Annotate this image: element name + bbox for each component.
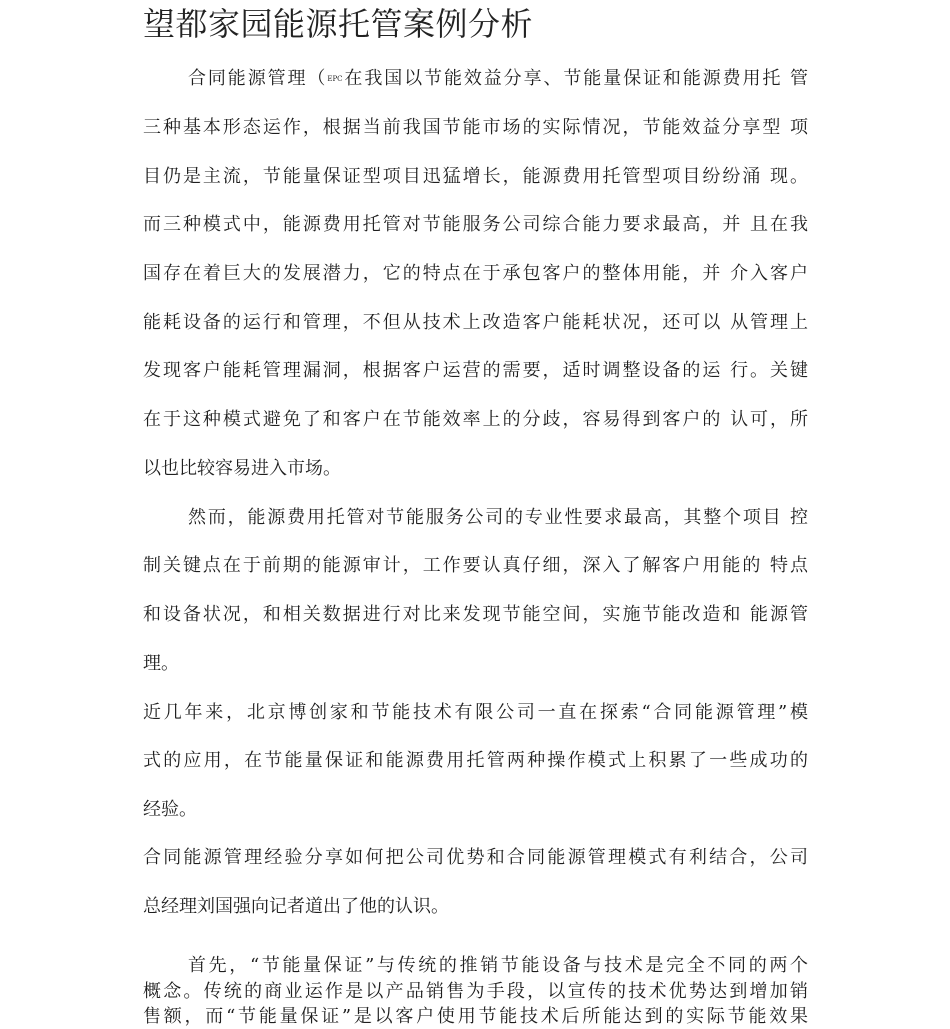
epc-abbreviation: EPC [327,75,343,83]
paragraph-line: 而三种模式中，能源费用托管对节能服务公司综合能力要求最高，并 且在我 [143,214,808,235]
paragraph-line: 三种基本形态运作，根据当前我国节能市场的实际情况，节能效益分享型 项 [143,117,808,138]
paragraph-line: 概念。传统的商业运作是以产品销售为手段，以宣传的技术优势达到增加销 [143,981,808,1002]
paragraph-line: 发现客户能耗管理漏洞，根据客户运营的需要，适时调整设备的运 行。关键 [143,360,808,381]
line-text: 合同能源管理（ [188,68,328,89]
line-text: 在我国以节能效益分享、节能量保证和能源费用托 管 [342,68,808,89]
paragraph-line: 首先，“节能量保证”与传统的推销节能设备与技术是完全不同的两个 [188,955,808,976]
paragraph-line: 合同能源管理经验分享如何把公司优势和合同能源管理模式有利结合，公司 [143,847,808,868]
paragraph-line: 制关键点在于前期的能源审计，工作要认真仔细，深入了解客户用能的 特点 [143,555,808,576]
paragraph-line: 国存在着巨大的发展潜力，它的特点在于承包客户的整体用能，并 介入客户 [143,263,808,284]
document-title: 望都家园能源托管案例分析 [143,5,534,43]
paragraph-line: 近几年来，北京博创家和节能技术有限公司一直在探索“合同能源管理”模 [143,702,808,723]
paragraph-line: 目仍是主流，节能量保证型项目迅猛增长，能源费用托管型项目纷纷涌 现。 [143,166,808,187]
paragraph-line: 以也比较容易进入市场。 [143,458,341,479]
paragraph-line: 在于这种模式避免了和客户在节能效率上的分歧，容易得到客户的 认可，所 [143,409,808,430]
paragraph-line: 售额，而“节能量保证”是以客户使用节能技术后所能达到的实际节能效果 [143,1006,808,1027]
paragraph-line: 理。 [143,653,179,674]
paragraph-line: 然而，能源费用托管对节能服务公司的专业性要求最高，其整个项目 控 [188,507,808,528]
paragraph-line [188,68,808,90]
paragraph-line: 总经理刘国强向记者道出了他的认识。 [143,896,449,917]
paragraph-line: 式的应用，在节能量保证和能源费用托管两种操作模式上积累了一些成功的 [143,750,808,771]
paragraph-line: 经验。 [143,799,197,820]
paragraph-line: 能耗设备的运行和管理，不但从技术上改造客户能耗状况，还可以 从管理上 [143,312,808,333]
paragraph-line: 和设备状况，和相关数据进行对比来发现节能空间，实施节能改造和 能源管 [143,604,808,625]
